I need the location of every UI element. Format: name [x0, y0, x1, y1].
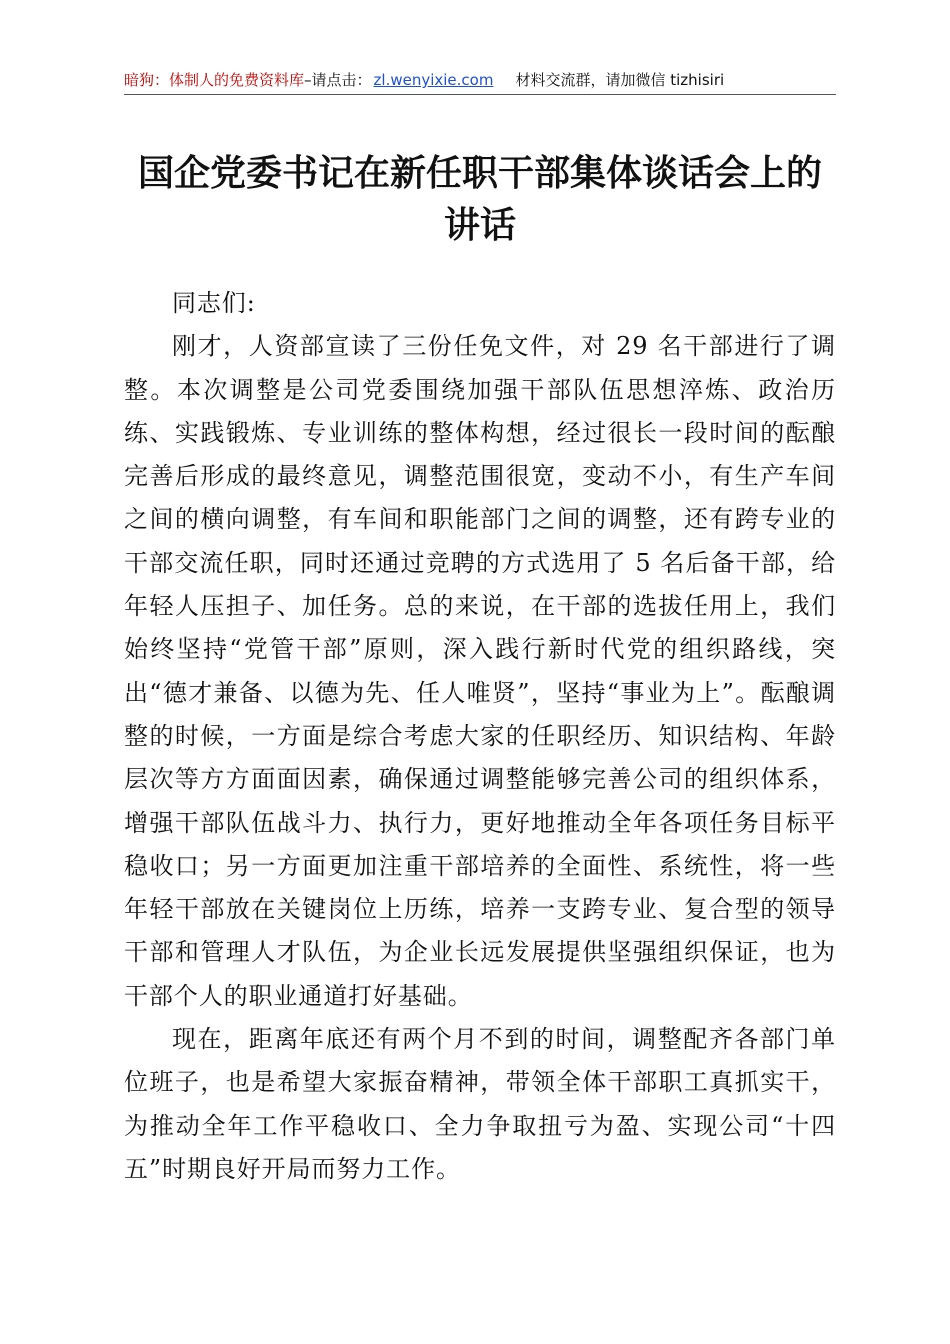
salutation: 同志们:: [172, 289, 256, 317]
header-contact: 材料交流群，请加微信 tizhisiri: [515, 71, 725, 89]
header-promo: 暗狗：体制人的免费资料库: [124, 71, 305, 89]
header-click-prompt: –请点击：: [304, 71, 372, 89]
page-header: [124, 70, 836, 90]
header-divider: [124, 94, 836, 95]
document-title: 国企党委书记在新任职干部集体谈话会上的讲话: [137, 153, 822, 246]
document-body: [124, 282, 836, 1191]
paragraph-2: 现在，距离年底还有两个月不到的时间，调整配齐各部门单位班子，也是希望大家振奋精神，带领全体干部职工真抓实干，为推动全年工作平稳收口、全力争取扭亏为盈、实现公司“十四五”时期良好开局而努力工作。: [124, 1025, 836, 1183]
paragraph-1: 刚才，人资部宣读了三份任免文件，对 29 名干部进行了调整。本次调整是公司党委围绕加强干部队伍思想淬炼、政治历练、实践锻炼、专业训练的整体构想，经过很长一段时间的酝酿完善后形成的最终意见，调整范围很宽，变动不小，有生产车间之间的横向调整，有车间和职能部门之间的调整，还有跨专业的干部交流任职，同时还通过竞聘的方式选用了 5 名后备干部，给年轻人压担子、加任务。总的来说，在干部的选拔任用上，我们始终坚持“党管干部”原则，深入践行新时代党的组织路线，突出“德才兼备、以德为先、任人唯贤”，坚持“事业为上”。酝酿调整的时候，一方面是综合考虑大家的任职经历、知识结构、年龄层次等方方面面因素，确保通过调整能够完善公司的组织体系，增强干部队伍战斗力、执行力，更好地推动全年各项任务目标平稳收口；另一方面更加注重干部培养的全面性、系统性，将一些年轻干部放在关键岗位上历练，培养一支跨专业、复合型的领导干部和管理人才队伍，为企业长远发展提供坚强组织保证，也为干部个人的职业通道打好基础。: [124, 332, 836, 1010]
header-link[interactable]: zl.wenyixie.com: [373, 71, 494, 89]
